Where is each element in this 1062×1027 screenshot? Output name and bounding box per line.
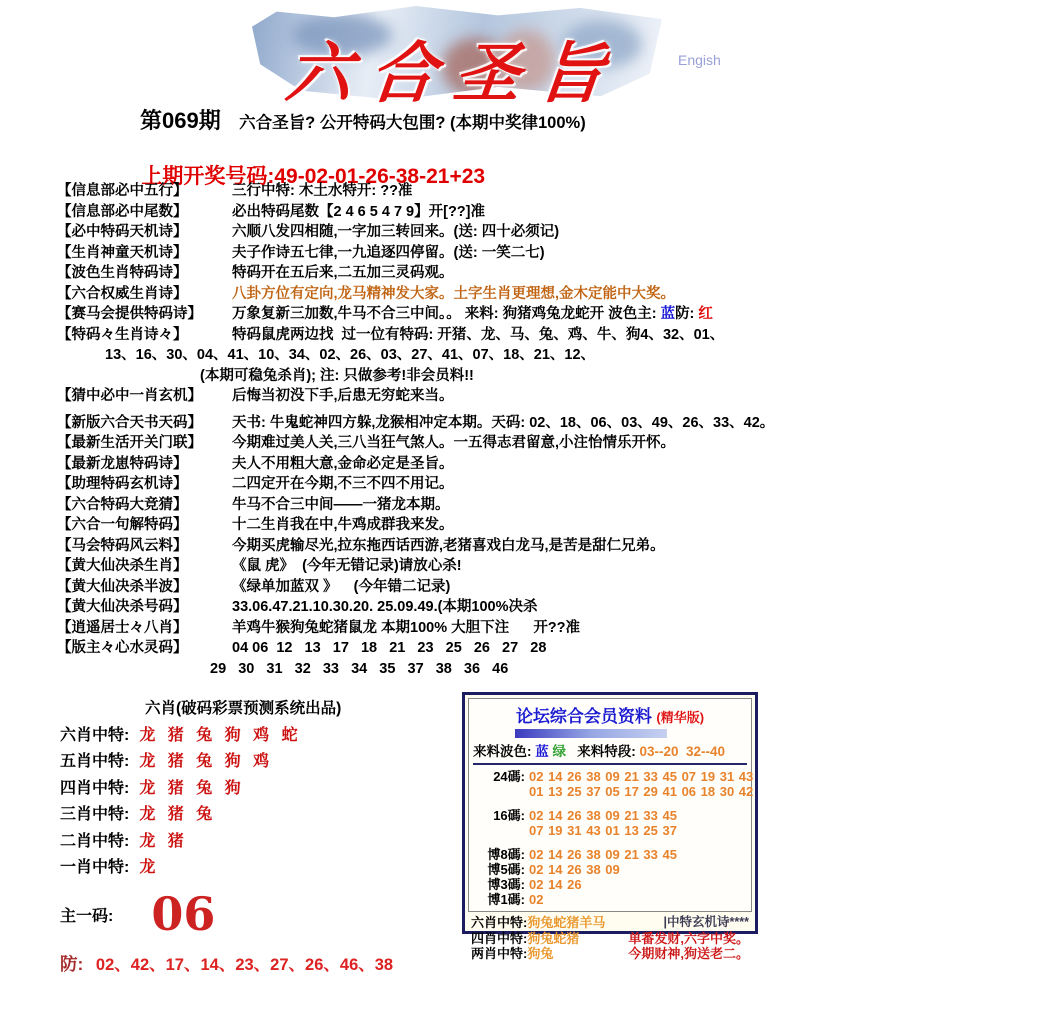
- zodiac-values: 龙 猪 兔 狗 鸡 蛇: [139, 726, 302, 744]
- code-row: [473, 808, 747, 823]
- tips-list: [57, 181, 1052, 679]
- tip-row: [57, 433, 1052, 454]
- tip-text: 天书: 牛鬼蛇神四方躲,龙猴相冲定本期。天码: 02、18、06、03、49、26、33、42。: [232, 414, 775, 431]
- zodiac-values: 龙 猪 兔 狗 鸡: [139, 753, 274, 770]
- english-label: Engish: [678, 52, 721, 68]
- tip-label: 【必中特码天机诗】: [57, 224, 188, 240]
- wave-color-row: [473, 740, 747, 760]
- issue-subtitle: 六合圣旨? 公开特码大包围? (本期中奖律100%): [239, 114, 586, 132]
- six-xiao-title: 六肖(破码彩票预测系统出品): [145, 700, 342, 717]
- tip-text: 夫子作诗五七律,一九追逐四停留。(送: 一笑二七): [232, 244, 545, 261]
- tip-text: 羊鸡牛猴狗兔蛇猪鼠龙 本期100% 大胆下注 开??准: [232, 619, 581, 636]
- code-numbers-continued: 07 19 31 43 01 13 25 37: [529, 823, 677, 838]
- tip-label: 【马会特码风云料】: [57, 537, 188, 554]
- code-row: [473, 877, 747, 892]
- tip-text: 三行中特: 木土水特开: ??准: [232, 183, 413, 199]
- member-box-bottom: [471, 915, 749, 962]
- zodiac-label: 五肖中特:: [60, 753, 130, 770]
- main-code-value: 06: [151, 887, 216, 941]
- guard-row: [60, 951, 460, 976]
- main-code-label: 主一码:: [60, 907, 114, 925]
- zodiac-row: [60, 801, 460, 824]
- member-info-panel: [468, 698, 752, 912]
- tip-row: [57, 386, 1052, 407]
- member-info-box: [462, 692, 758, 961]
- zodiac-row: [60, 748, 460, 771]
- tip-row: [57, 325, 1052, 346]
- tip-label: 【六合特码大竞猜】: [57, 496, 188, 513]
- tip-row: [57, 202, 1052, 223]
- tip-row: [57, 495, 1052, 516]
- zodiac-row: [60, 828, 460, 851]
- zodiac-values: 龙 猪 兔: [139, 806, 217, 823]
- tip-row: [57, 284, 1052, 305]
- six-xiao-block: [60, 696, 460, 976]
- blue-wave-word: 蓝: [660, 306, 676, 322]
- tip-row: [57, 413, 1052, 434]
- box-zodiac-values: 狗兔蛇猪羊马: [527, 915, 606, 930]
- member-box-title: [473, 702, 747, 727]
- tip-label: 【最新龙崽特码诗】: [57, 455, 188, 472]
- zodiac-row: [60, 775, 460, 798]
- tip-text: 必出特码尾数【2 4 6 5 4 7 9】开[??]准: [232, 203, 485, 220]
- tip-text-part: 万象复新三加数,牛马不合三中间。。 来料: 狗猪鸡兔龙蛇开 波色主:: [232, 306, 661, 322]
- code-numbers: 02 14 26: [529, 877, 582, 892]
- tip-label: 【版主々心水灵码】: [57, 640, 188, 656]
- tip-label: 【黄大仙决杀半波】: [57, 578, 188, 595]
- tip-text: 后悔当初没下手,后患无穷蛇来当。: [232, 388, 454, 404]
- zodiac-label: 六肖中特:: [60, 726, 130, 744]
- tip-text: 特码鼠虎两边找 过一位有特码: 开猪、龙、马、兔、鸡、牛、狗4、32、01、: [232, 326, 725, 343]
- code-label: 24碼:: [493, 769, 525, 784]
- red-wave-word: 红: [698, 306, 713, 322]
- code-label: 博5碼:: [487, 862, 525, 877]
- tip-label: 【猜中必中一肖玄机】: [57, 388, 202, 404]
- guard-label: 防:: [60, 954, 84, 974]
- member-box-title-suffix: (精华版): [656, 710, 705, 725]
- segment-value: 03--20 32--40: [639, 744, 726, 759]
- tip-label: 【赛马会提供特码诗】: [57, 306, 202, 322]
- previous-draw-label: 上期开奖号码:: [141, 165, 275, 188]
- wave-label: 来料波色:: [473, 744, 536, 759]
- tip-row: [57, 577, 1052, 598]
- tip-row: [57, 243, 1052, 264]
- member-box-title-main: 论坛综合会员资料: [515, 707, 652, 726]
- tip-row: [57, 556, 1052, 577]
- tip-label: 【生肖神童天机诗】: [57, 244, 188, 261]
- previous-draw-numbers: 49-02-01-26-38-21+23: [274, 165, 486, 188]
- zodiac-label: 二肖中特:: [60, 832, 130, 850]
- site-title: 六合圣旨: [282, 34, 627, 112]
- issue-line: [140, 104, 586, 135]
- tip-row: [57, 263, 1052, 284]
- code-numbers: 02: [529, 892, 544, 907]
- tip-text: 八卦方位有定向,龙马精神发大家。土字生肖更理想,金木定能中大奖。: [232, 285, 676, 302]
- code-label: 博3碼:: [487, 877, 525, 892]
- tip-text: 《绿单加蓝双 》 (今年错二记录): [232, 578, 451, 595]
- tip-row: [57, 638, 1052, 659]
- tip-row: [57, 304, 1052, 325]
- code-numbers-continued: 01 13 25 37 05 17 29 41 06 18 30 42: [529, 784, 754, 799]
- zodiac-values: 龙: [139, 859, 160, 876]
- tip-text: 特码开在五后来,二五加三灵码观。: [232, 265, 454, 281]
- zodiac-row: [60, 722, 460, 745]
- zodiac-values: 龙 猪 兔 狗: [139, 779, 245, 797]
- wave-green: 绿: [548, 744, 567, 759]
- tip-text: 牛马不合三中间——一猪龙本期。: [232, 496, 450, 513]
- tip-text: 二四定开在今期,不三不四不用记。: [232, 476, 454, 492]
- tip-text: 04 06 12 13 17 18 21 23 25 26 27 28: [232, 640, 547, 656]
- tip-text: 《鼠 虎》 (今年无错记录)请放心杀!: [232, 558, 462, 574]
- zodiac-label: 四肖中特:: [60, 779, 130, 797]
- divider: [473, 763, 747, 765]
- tip-label: 【波色生肖特码诗】: [57, 265, 188, 281]
- main-code-row: [60, 887, 460, 941]
- code-numbers: 02 14 26 38 09 21 33 45: [529, 808, 677, 823]
- tip-label: 【黄大仙决杀生肖】: [57, 558, 188, 574]
- tip-row: [57, 515, 1052, 536]
- zodiac-label: 三肖中特:: [60, 806, 130, 823]
- tip-text: 夫人不用粗大意,金命必定是圣旨。: [232, 455, 454, 472]
- tip-row: [57, 222, 1052, 243]
- tip-text: 今期难过美人关,三八当狂气煞人。一五得志君留意,小注怡情乐开怀。: [232, 435, 676, 451]
- code-label: 博1碼:: [487, 892, 525, 907]
- tip-row: [57, 618, 1052, 639]
- tip-row: [57, 181, 1052, 202]
- wave-blue: 蓝: [535, 744, 549, 759]
- tip-text: 六顺八发四相随,一字加三转回来。(送: 四十必须记): [232, 224, 560, 240]
- zodiac-values: 龙 猪: [139, 832, 188, 850]
- issue-number: 第069期: [140, 108, 221, 133]
- tip-text-continued: 29 30 31 32 33 34 35 37 38 36 46: [210, 660, 509, 677]
- tip-label: 【信息部必中尾数】: [57, 203, 188, 220]
- tip-text: 十二生肖我在中,牛鸡成群我来发。: [232, 517, 454, 533]
- tip-label: 【六合一句解特码】: [57, 517, 188, 533]
- zodiac-label: 一肖中特:: [60, 859, 130, 876]
- tip-label: 【新版六合天书天码】: [57, 414, 202, 431]
- mystic-poem-line: 单番发财,六字中奖。: [628, 930, 749, 946]
- segment-label: 来料特段:: [566, 744, 640, 759]
- code-row: [473, 892, 747, 907]
- guard-numbers: 02、42、17、14、23、27、26、46、38: [95, 956, 394, 974]
- tip-text-continued: 13、16、30、04、41、10、34、02、26、03、27、41、07、18、21、12、: [105, 347, 596, 363]
- box-zodiac-label: 两肖中特:: [471, 946, 528, 961]
- box-zodiac-label: 六肖中特:: [471, 915, 528, 930]
- code-numbers: 02 14 26 38 09: [529, 862, 620, 877]
- tip-label: 【六合权威生肖诗】: [57, 285, 188, 302]
- code-label: 博8碼:: [487, 847, 525, 862]
- tip-row: [57, 536, 1052, 557]
- tip-label: 【黄大仙决杀号码】: [57, 599, 188, 615]
- box-zodiac-label: 四肖中特:: [471, 930, 528, 946]
- code-numbers: 02 14 26 38 09 21 33 45 07 19 31 43: [529, 769, 754, 784]
- mystic-poem: [628, 915, 749, 962]
- code-row: [473, 769, 754, 784]
- code-row: [473, 847, 747, 862]
- zodiac-row: [60, 854, 460, 877]
- tip-row: [57, 454, 1052, 475]
- code-numbers: 02 14 26 38 09 21 33 45: [529, 847, 677, 862]
- tip-label: 【信息部必中五行】: [57, 183, 188, 199]
- mystic-poem-line: 今期财神,狗送老二。: [628, 946, 749, 961]
- tip-row: [57, 597, 1052, 618]
- tip-text-continued: (本期可稳兔杀肖); 注: 只做参考!非会员料!!: [200, 367, 474, 384]
- tip-label: 【逍遥居士々八肖】: [57, 619, 188, 636]
- tip-text-part: 防:: [675, 306, 699, 322]
- tip-label: 【特码々生肖诗々】: [57, 326, 188, 343]
- tip-label: 【最新生活开关门联】: [57, 435, 202, 451]
- code-row: [473, 862, 747, 877]
- tip-text: 33.06.47.21.10.30.20. 25.09.49.(本期100%决杀: [232, 599, 538, 615]
- mystic-poem-title: |中特玄机诗****: [663, 915, 749, 929]
- tip-text: [232, 304, 713, 325]
- tip-row: [57, 474, 1052, 495]
- title-underline-bar: [515, 729, 667, 738]
- box-zodiac-values: 狗兔蛇猪: [527, 930, 580, 946]
- box-zodiac-values: 狗兔: [527, 946, 554, 961]
- tip-text: 今期买虎输尽光,拉东拖西话西游,老猪喜戏白龙马,是苦是甜仁兄弟。: [232, 537, 665, 554]
- code-label: 16碼:: [493, 808, 525, 823]
- tip-label: 【助理特码玄机诗】: [57, 476, 188, 492]
